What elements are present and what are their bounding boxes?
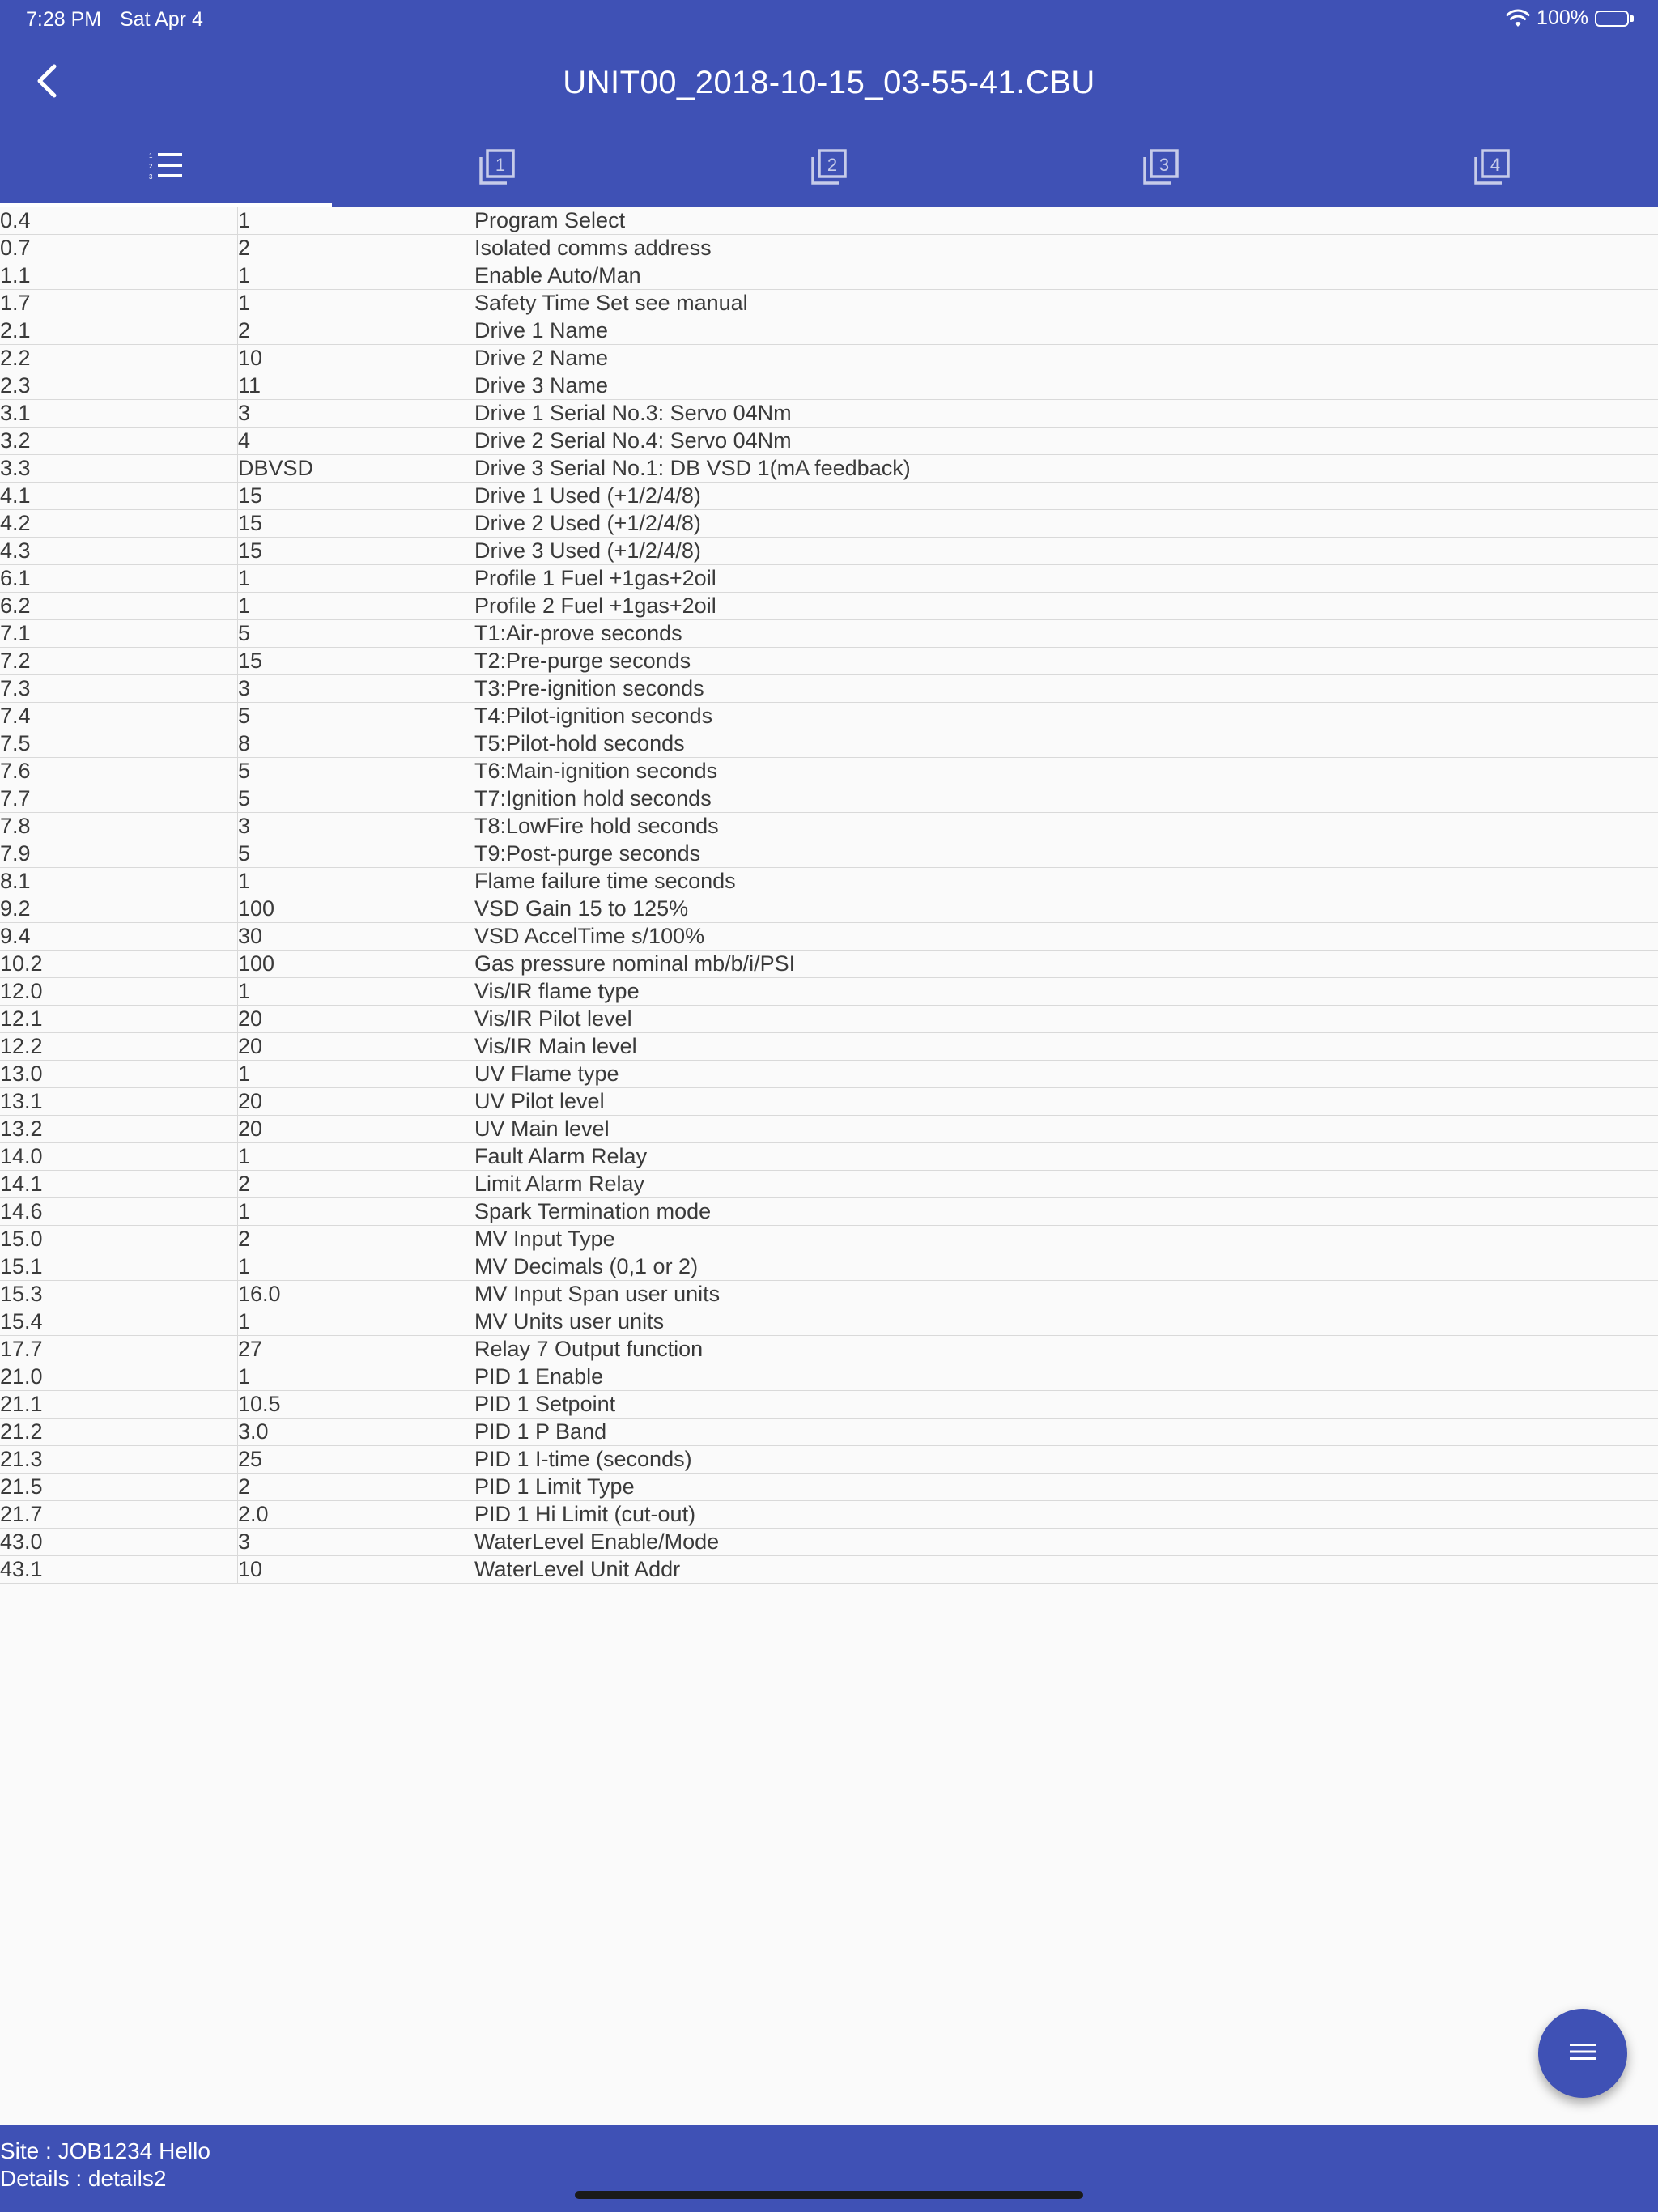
description-cell: VSD AccelTime s/100% xyxy=(474,923,1656,951)
param-cell: 17.7 xyxy=(0,1337,43,1361)
table-row[interactable] xyxy=(0,593,1658,620)
value-cell: 5 xyxy=(237,785,473,813)
page-title: UNIT00_2018-10-15_03-55-41.CBU xyxy=(563,65,1095,100)
table-row[interactable] xyxy=(0,895,1658,923)
param-cell: 14.0 xyxy=(0,1144,43,1168)
param-cell: 9.4 xyxy=(0,924,31,948)
footer-info xyxy=(0,2125,1658,2212)
value-cell: 2 xyxy=(237,1226,473,1253)
description-cell: Profile 1 Fuel +1gas+2oil xyxy=(474,565,1656,593)
description-cell: Vis/IR flame type xyxy=(474,978,1656,1006)
list-icon xyxy=(148,151,184,187)
status-bar xyxy=(0,0,1658,39)
back-button[interactable] xyxy=(23,58,71,107)
param-cell: 7.1 xyxy=(0,621,31,645)
status-date: Sat Apr 4 xyxy=(120,8,203,31)
value-cell: 3 xyxy=(237,1529,473,1556)
table-row[interactable] xyxy=(0,675,1658,703)
table-row[interactable] xyxy=(0,1529,1658,1556)
value-cell: 1 xyxy=(237,290,473,317)
chevron-left-icon xyxy=(35,63,59,103)
table-row[interactable] xyxy=(0,951,1658,978)
param-cell: 4.2 xyxy=(0,511,31,535)
table-row[interactable] xyxy=(0,1281,1658,1308)
value-cell: 5 xyxy=(237,703,473,730)
table-row[interactable] xyxy=(0,813,1658,840)
value-cell: 3 xyxy=(237,675,473,703)
param-cell: 7.9 xyxy=(0,841,31,866)
value-cell: 2 xyxy=(237,1171,473,1198)
param-cell: 21.3 xyxy=(0,1447,43,1471)
value-cell: 1 xyxy=(237,262,473,290)
param-cell: 10.2 xyxy=(0,951,43,976)
description-cell: PID 1 Hi Limit (cut-out) xyxy=(474,1501,1656,1529)
value-cell: 15 xyxy=(237,510,473,538)
param-cell: 21.2 xyxy=(0,1419,43,1444)
description-cell: WaterLevel Enable/Mode xyxy=(474,1529,1656,1556)
battery-icon xyxy=(1595,9,1635,28)
description-cell: WaterLevel Unit Addr xyxy=(474,1556,1656,1584)
description-cell: UV Main level xyxy=(474,1116,1656,1143)
filter-1-number: 1 xyxy=(495,154,506,175)
description-cell: T4:Pilot-ignition seconds xyxy=(474,703,1656,730)
description-cell: T3:Pre-ignition seconds xyxy=(474,675,1656,703)
value-cell: 15 xyxy=(237,538,473,565)
table-row[interactable] xyxy=(0,730,1658,758)
description-cell: T9:Post-purge seconds xyxy=(474,840,1656,868)
param-cell: 0.4 xyxy=(0,208,31,232)
param-cell: 4.1 xyxy=(0,483,31,508)
svg-text:1: 1 xyxy=(148,151,153,160)
description-cell: PID 1 Enable xyxy=(474,1363,1656,1391)
param-cell: 43.1 xyxy=(0,1557,43,1581)
table-row[interactable] xyxy=(0,978,1658,1006)
description-cell: Drive 2 Serial No.4: Servo 04Nm xyxy=(474,428,1656,455)
tab-filter-3[interactable] xyxy=(995,130,1327,207)
value-cell: 100 xyxy=(237,951,473,978)
param-cell: 14.6 xyxy=(0,1199,43,1223)
value-cell: 2.0 xyxy=(237,1501,473,1529)
description-cell: Relay 7 Output function xyxy=(474,1336,1656,1363)
param-cell: 3.2 xyxy=(0,428,31,453)
description-cell: Program Select xyxy=(474,207,1656,235)
value-cell: 1 xyxy=(237,593,473,620)
filter-1-icon xyxy=(478,147,517,190)
value-cell: 1 xyxy=(237,1363,473,1391)
value-cell: 25 xyxy=(237,1446,473,1474)
value-cell: 20 xyxy=(237,1116,473,1143)
value-cell: 3.0 xyxy=(237,1419,473,1446)
table-row[interactable] xyxy=(0,317,1658,345)
param-cell: 4.3 xyxy=(0,538,31,563)
filter-4-number: 4 xyxy=(1490,154,1501,175)
tab-filter-1[interactable] xyxy=(332,130,664,207)
description-cell: T7:Ignition hold seconds xyxy=(474,785,1656,813)
value-cell: 11 xyxy=(237,372,473,400)
tab-filter-2[interactable] xyxy=(663,130,995,207)
app-header xyxy=(0,0,1658,207)
param-cell: 21.1 xyxy=(0,1392,43,1416)
param-cell: 9.2 xyxy=(0,896,31,921)
description-cell: T1:Air-prove seconds xyxy=(474,620,1656,648)
menu-icon xyxy=(1568,2040,1597,2067)
param-cell: 8.1 xyxy=(0,869,31,893)
param-cell: 13.0 xyxy=(0,1061,43,1086)
description-cell: Vis/IR Pilot level xyxy=(474,1006,1656,1033)
value-cell: 1 xyxy=(237,1253,473,1281)
description-cell: Gas pressure nominal mb/b/i/PSI xyxy=(474,951,1656,978)
tab-bar xyxy=(0,130,1658,207)
details-label: Details : details2 xyxy=(0,2166,167,2191)
param-cell: 3.3 xyxy=(0,456,31,480)
table-row[interactable] xyxy=(0,1556,1658,1584)
value-cell: 10 xyxy=(237,1556,473,1584)
table-row[interactable] xyxy=(0,372,1658,400)
description-cell: UV Pilot level xyxy=(474,1088,1656,1116)
table-row[interactable] xyxy=(0,620,1658,648)
value-cell: 5 xyxy=(237,758,473,785)
value-cell: 16.0 xyxy=(237,1281,473,1308)
value-cell: 1 xyxy=(237,207,473,235)
home-indicator xyxy=(575,2191,1083,2199)
description-cell: Spark Termination mode xyxy=(474,1198,1656,1226)
description-cell: Drive 3 Serial No.1: DB VSD 1(mA feedback) xyxy=(474,455,1656,483)
table-row[interactable] xyxy=(0,538,1658,565)
description-cell: PID 1 P Band xyxy=(474,1419,1656,1446)
param-cell: 6.2 xyxy=(0,593,31,618)
table-row[interactable] xyxy=(0,290,1658,317)
param-cell: 3.1 xyxy=(0,401,31,425)
param-cell: 12.0 xyxy=(0,979,43,1003)
table-row[interactable] xyxy=(0,1088,1658,1116)
description-cell: Drive 1 Name xyxy=(474,317,1656,345)
value-cell: DBVSD xyxy=(237,455,473,483)
parameter-table xyxy=(0,207,1658,1584)
table-row[interactable] xyxy=(0,483,1658,510)
description-cell: Vis/IR Main level xyxy=(474,1033,1656,1061)
table-row[interactable] xyxy=(0,455,1658,483)
param-cell: 21.7 xyxy=(0,1502,43,1526)
table-row[interactable] xyxy=(0,923,1658,951)
param-cell: 43.0 xyxy=(0,1529,43,1554)
table-row[interactable] xyxy=(0,1391,1658,1419)
table-row[interactable] xyxy=(0,1061,1658,1088)
param-cell: 6.1 xyxy=(0,566,31,590)
table-row[interactable] xyxy=(0,1501,1658,1529)
wifi-icon xyxy=(1506,9,1530,28)
param-cell: 12.1 xyxy=(0,1006,43,1031)
description-cell: Drive 2 Name xyxy=(474,345,1656,372)
param-cell: 7.6 xyxy=(0,759,31,783)
value-cell: 3 xyxy=(237,813,473,840)
param-cell: 1.7 xyxy=(0,291,31,315)
table-row[interactable] xyxy=(0,1308,1658,1336)
param-cell: 7.8 xyxy=(0,814,31,838)
value-cell: 4 xyxy=(237,428,473,455)
table-row[interactable] xyxy=(0,400,1658,428)
table-row[interactable] xyxy=(0,510,1658,538)
param-cell: 15.4 xyxy=(0,1309,43,1334)
param-cell: 7.2 xyxy=(0,649,31,673)
description-cell: MV Decimals (0,1 or 2) xyxy=(474,1253,1656,1281)
table-row[interactable] xyxy=(0,565,1658,593)
description-cell: T6:Main-ignition seconds xyxy=(474,758,1656,785)
param-cell: 1.1 xyxy=(0,263,31,287)
menu-fab-button[interactable] xyxy=(1538,2009,1627,2098)
description-cell: T5:Pilot-hold seconds xyxy=(474,730,1656,758)
value-cell: 2 xyxy=(237,1474,473,1501)
table-row[interactable] xyxy=(0,1033,1658,1061)
site-label: Site : JOB1234 Hello xyxy=(0,2138,210,2163)
param-cell: 15.0 xyxy=(0,1227,43,1251)
svg-text:3: 3 xyxy=(148,172,153,181)
value-cell: 15 xyxy=(237,483,473,510)
param-cell: 13.1 xyxy=(0,1089,43,1113)
value-cell: 1 xyxy=(237,1143,473,1171)
table-row[interactable] xyxy=(0,1198,1658,1226)
description-cell: MV Input Span user units xyxy=(474,1281,1656,1308)
param-cell: 21.5 xyxy=(0,1474,43,1499)
tab-filter-4[interactable] xyxy=(1326,130,1658,207)
value-cell: 30 xyxy=(237,923,473,951)
value-cell: 20 xyxy=(237,1006,473,1033)
table-row[interactable] xyxy=(0,1116,1658,1143)
description-cell: T8:LowFire hold seconds xyxy=(474,813,1656,840)
param-cell: 7.7 xyxy=(0,786,31,810)
table-row[interactable] xyxy=(0,868,1658,895)
value-cell: 2 xyxy=(237,235,473,262)
value-cell: 27 xyxy=(237,1336,473,1363)
tab-list[interactable] xyxy=(0,130,332,207)
value-cell: 5 xyxy=(237,840,473,868)
value-cell: 10.5 xyxy=(237,1391,473,1419)
table-row[interactable] xyxy=(0,1143,1658,1171)
value-cell: 1 xyxy=(237,1308,473,1336)
description-cell: PID 1 Setpoint xyxy=(474,1391,1656,1419)
value-cell: 20 xyxy=(237,1033,473,1061)
description-cell: Drive 1 Serial No.3: Servo 04Nm xyxy=(474,400,1656,428)
param-cell: 2.3 xyxy=(0,373,31,398)
param-cell: 0.7 xyxy=(0,236,31,260)
filter-3-icon xyxy=(1141,147,1180,190)
description-cell: MV Input Type xyxy=(474,1226,1656,1253)
value-cell: 1 xyxy=(237,565,473,593)
table-row[interactable] xyxy=(0,1336,1658,1363)
table-row[interactable] xyxy=(0,207,1658,235)
table-row[interactable] xyxy=(0,345,1658,372)
table-row[interactable] xyxy=(0,785,1658,813)
table-row[interactable] xyxy=(0,1446,1658,1474)
description-cell: PID 1 I-time (seconds) xyxy=(474,1446,1656,1474)
filter-4-icon xyxy=(1473,147,1511,190)
description-cell: Profile 2 Fuel +1gas+2oil xyxy=(474,593,1656,620)
value-cell: 1 xyxy=(237,978,473,1006)
param-cell: 14.1 xyxy=(0,1172,43,1196)
param-cell: 15.3 xyxy=(0,1282,43,1306)
table-row[interactable] xyxy=(0,428,1658,455)
param-cell: 12.2 xyxy=(0,1034,43,1058)
description-cell: Drive 1 Used (+1/2/4/8) xyxy=(474,483,1656,510)
value-cell: 1 xyxy=(237,1061,473,1088)
status-time: 7:28 PM xyxy=(26,8,102,31)
value-cell: 15 xyxy=(237,648,473,675)
description-cell: Drive 2 Used (+1/2/4/8) xyxy=(474,510,1656,538)
value-cell: 2 xyxy=(237,317,473,345)
value-cell: 8 xyxy=(237,730,473,758)
value-cell: 1 xyxy=(237,1198,473,1226)
param-cell: 7.5 xyxy=(0,731,31,755)
table-row[interactable] xyxy=(0,1474,1658,1501)
table-row[interactable] xyxy=(0,1006,1658,1033)
table-row[interactable] xyxy=(0,1363,1658,1391)
value-cell: 5 xyxy=(237,620,473,648)
description-cell: Fault Alarm Relay xyxy=(474,1143,1656,1171)
value-cell: 3 xyxy=(237,400,473,428)
svg-text:2: 2 xyxy=(148,162,153,170)
filter-2-number: 2 xyxy=(827,154,838,175)
description-cell: Isolated comms address xyxy=(474,235,1656,262)
table-row[interactable] xyxy=(0,758,1658,785)
filter-3-number: 3 xyxy=(1158,154,1169,175)
description-cell: VSD Gain 15 to 125% xyxy=(474,895,1656,923)
table-row[interactable] xyxy=(0,235,1658,262)
table-row[interactable] xyxy=(0,1171,1658,1198)
description-cell: Drive 3 Used (+1/2/4/8) xyxy=(474,538,1656,565)
table-row[interactable] xyxy=(0,1226,1658,1253)
description-cell: MV Units user units xyxy=(474,1308,1656,1336)
param-cell: 21.0 xyxy=(0,1364,43,1389)
table-row[interactable] xyxy=(0,840,1658,868)
description-cell: UV Flame type xyxy=(474,1061,1656,1088)
description-cell: Drive 3 Name xyxy=(474,372,1656,400)
description-cell: Enable Auto/Man xyxy=(474,262,1656,290)
status-indicators xyxy=(1506,6,1635,30)
table-row[interactable] xyxy=(0,648,1658,675)
table-row[interactable] xyxy=(0,1253,1658,1281)
table-row[interactable] xyxy=(0,262,1658,290)
param-cell: 7.4 xyxy=(0,704,31,728)
battery-percentage: 100% xyxy=(1537,6,1588,29)
param-cell: 2.1 xyxy=(0,318,31,342)
table-row[interactable] xyxy=(0,703,1658,730)
description-cell: PID 1 Limit Type xyxy=(474,1474,1656,1501)
param-cell: 2.2 xyxy=(0,346,31,370)
value-cell: 1 xyxy=(237,868,473,895)
description-cell: Flame failure time seconds xyxy=(474,868,1656,895)
table-row[interactable] xyxy=(0,1419,1658,1446)
param-cell: 13.2 xyxy=(0,1117,43,1141)
description-cell: Safety Time Set see manual xyxy=(474,290,1656,317)
param-cell: 15.1 xyxy=(0,1254,43,1278)
filter-2-icon xyxy=(810,147,848,190)
param-cell: 7.3 xyxy=(0,676,31,700)
description-cell: Limit Alarm Relay xyxy=(474,1171,1656,1198)
description-cell: T2:Pre-purge seconds xyxy=(474,648,1656,675)
value-cell: 20 xyxy=(237,1088,473,1116)
value-cell: 100 xyxy=(237,895,473,923)
value-cell: 10 xyxy=(237,345,473,372)
